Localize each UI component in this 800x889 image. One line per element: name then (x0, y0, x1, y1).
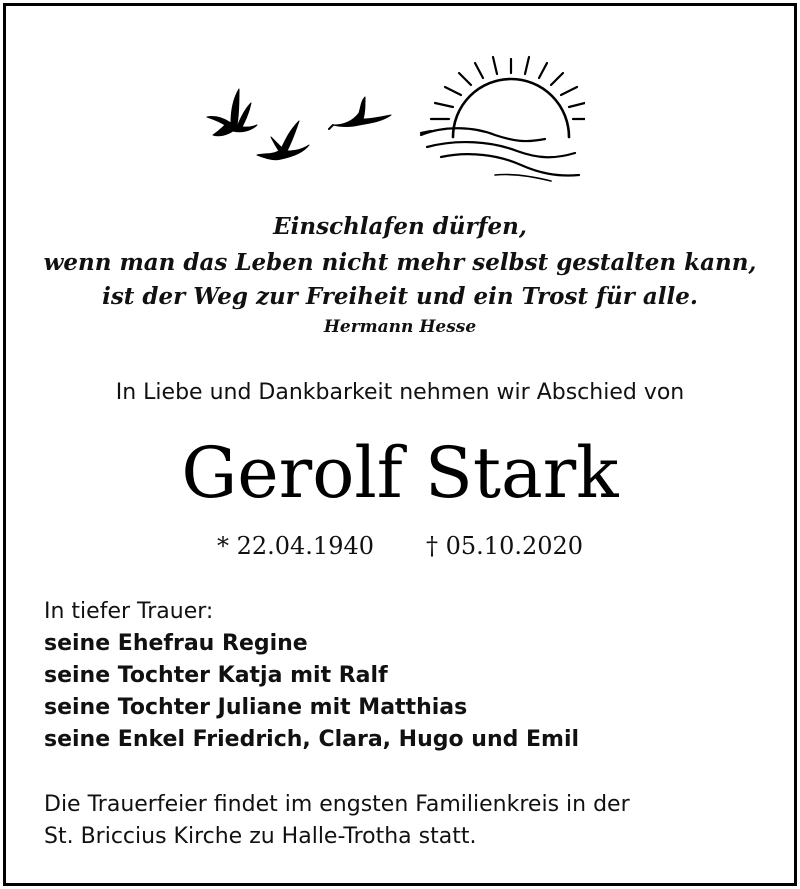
quote-line-1: Einschlafen dürfen, (273, 213, 527, 240)
life-dates (0, 532, 800, 560)
mourner-entry: seine Tochter Katja mit Ralf (44, 663, 388, 688)
mourners-heading: In tiefer Trauer: (44, 599, 214, 624)
illustration (195, 55, 585, 185)
farewell-intro: In Liebe und Dankbarkeit nehmen wir Abschied von (115, 380, 685, 405)
funeral-notice-line-2: St. Briccius Kirche zu Halle-Trotha statt. (44, 824, 477, 849)
quote-line-3: ist der Weg zur Freiheit und ein Trost für alle. (102, 283, 698, 310)
mourner-entry: seine Tochter Juliane mit Matthias (44, 695, 468, 720)
birth-date: * 22.04.1940 (216, 532, 374, 560)
mourners-list (44, 596, 764, 756)
funeral-notice (44, 789, 764, 853)
quote-author: Hermann Hesse (323, 317, 477, 337)
setting-sun-over-hills-icon (421, 57, 585, 181)
funeral-notice-line-1: Die Trauerfeier findet im engsten Familienkreis in der (44, 792, 630, 817)
mourner-entry: seine Enkel Friedrich, Clara, Hugo und Emil (44, 727, 580, 752)
death-date: † 05.10.2020 (426, 532, 584, 560)
deceased-name: Gerolf Stark (181, 432, 619, 514)
flying-birds-icon (207, 89, 391, 160)
quote-line-2: wenn man das Leben nicht mehr selbst gestalten kann, (43, 249, 757, 276)
mourner-entry: seine Ehefrau Regine (44, 631, 308, 656)
